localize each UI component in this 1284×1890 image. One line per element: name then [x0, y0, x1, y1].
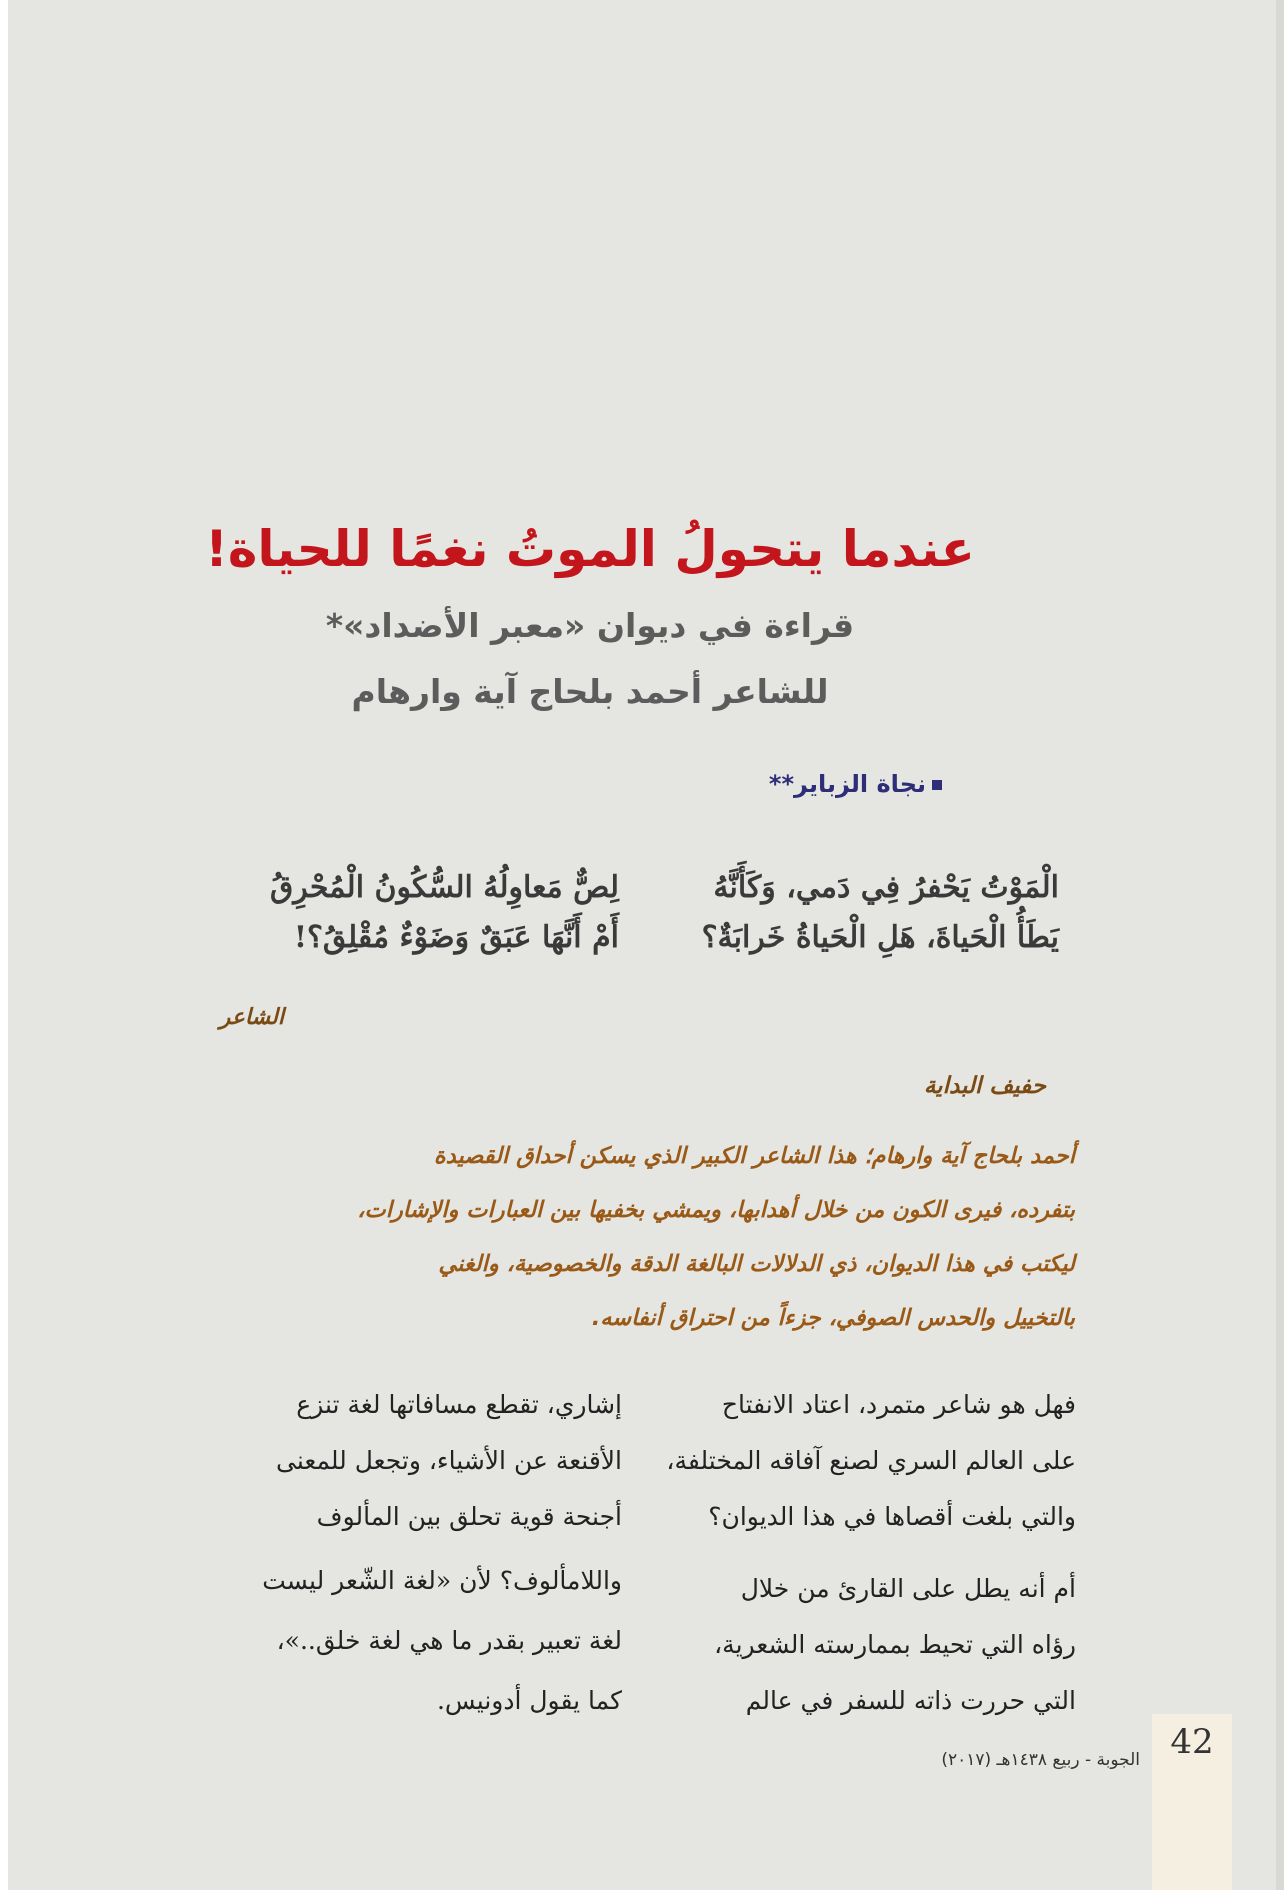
author-name: نجاة الزباير** — [768, 770, 926, 798]
body-left-line: إشاري، تقطع مسافاتها لغة تنزع — [296, 1390, 622, 1419]
page-number: 42 — [1170, 1722, 1214, 1762]
article-subtitle-line1: قراءة في ديوان «معبر الأضداد»* — [325, 606, 855, 645]
body-right-line: على العالم السري لصنع آفاقه المختلفة، — [666, 1446, 1076, 1475]
verse-left-line1: لِصٌّ مَعاوِلُهُ السُّكُونُ الْمُحْرِقُ — [270, 870, 619, 905]
intro-line: بالتخييل والحدس الصوفي، جزءاً من احتراق أنفاسه. — [591, 1305, 1075, 1331]
intro-line: أحمد بلحاج آية وارهام؛ هذا الشاعر الكبير الذي يسكن أحداق القصيدة — [433, 1143, 1075, 1169]
article-title: عندما يتحولُ الموتُ نغمًا للحياة! — [205, 520, 975, 578]
body-right-line: أم أنه يطل على القارئ من خلال — [740, 1574, 1076, 1603]
square-bullet-icon — [932, 780, 942, 790]
body-right-line: فهل هو شاعر متمرد، اعتاد الانفتاح — [721, 1390, 1076, 1419]
body-left-line: أجنحة قوية تحلق بين المألوف — [316, 1502, 622, 1531]
verse-attribution: الشاعر — [219, 1005, 284, 1030]
body-left-line: الأقنعة عن الأشياء، وتجعل للمعنى — [276, 1446, 622, 1475]
intro-line: ليكتب في هذا الديوان، ذي الدلالات البالغة الدقة والخصوصية، والغني — [438, 1251, 1075, 1277]
page-edge — [1276, 0, 1284, 1890]
verse-right-line1: الْمَوْتُ يَحْفرُ فِي دَمي، وَكَأَنَّهُ — [713, 870, 1059, 905]
body-left-line: واللامألوف؟ لأن «لغة الشّعر ليست — [262, 1566, 622, 1595]
verse-right-line2: يَطَأُ الْحَياةَ، هَلِ الْحَياةُ خَرابَةٌ؟ — [701, 920, 1059, 955]
body-left-line: لغة تعبير بقدر ما هي لغة خلق..»، — [276, 1626, 622, 1655]
author-byline — [542, 770, 942, 798]
body-right-line: والتي بلغت أقصاها في هذا الديوان؟ — [708, 1502, 1076, 1531]
body-left-line: كما يقول أدونيس. — [436, 1686, 622, 1715]
section-title: حفيف البداية — [923, 1073, 1046, 1099]
issue-footer: الجوبة - ربيع ١٤٣٨هـ (٢٠١٧) — [941, 1750, 1140, 1770]
body-right-line: رؤاه التي تحيط بممارسته الشعرية، — [714, 1630, 1076, 1659]
article-subtitle-line2: للشاعر أحمد بلحاج آية وارهام — [351, 672, 829, 711]
verse-left-line2: أَمْ أَنَّهَا عَبَقٌ وَضَوْءٌ مُقْلِقُ؟! — [293, 920, 619, 955]
body-right-line: التي حررت ذاته للسفر في عالم — [745, 1686, 1076, 1715]
intro-line: بتفرده، فيرى الكون من خلال أهدابها، ويمشي بخفيها بين العبارات والإشارات، — [357, 1197, 1075, 1223]
